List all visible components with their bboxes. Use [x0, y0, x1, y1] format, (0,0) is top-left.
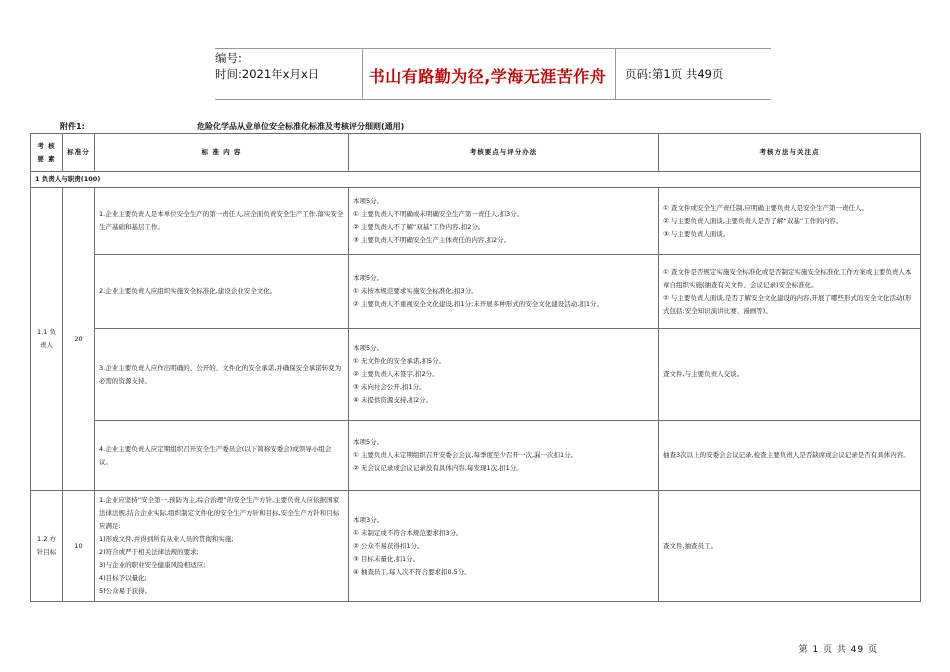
content-cell: 1.企业应坚持“安全第一,预防为主,综合治理”的安全生产方针,主要负责人应依据国家法律法规,结合企业实际,组织制定文件化的安全生产方针和目标,安全生产方针和目标应满足: 1)形成文件,并得到所有从业人员的贯彻和实施; 2)符合或严于相关法律法规的要求; 3)与企业的职业安全健康风险相适应; 4)目标予以量化; 5)公众易于获得。 [95, 491, 349, 602]
assessment-table [30, 133, 921, 602]
header-method: 考核要点与评分办法 [349, 134, 659, 172]
notes-cell: ① 查文件是否规定实施安全标准化或是否制定实施安全标准化工作方案或主要负责人本章自组织实施(抽查有关文件、会议记录)安全标准化。 ② 与主要负责人面谈,是否了解安全文化建设的内容,开展了哪些形式的安全文化活动(形式包括:安全知识演讲比赛、漫画等)。 [659, 255, 921, 329]
notes-cell: ① 查文件或安全生产责任制,应明确主要负责人是安全生产第一责任人。 ② 与主要负责人面谈,主要负责人是否了解“双基”工作的内容。 ③ 与主要负责人面谈。 [659, 188, 921, 255]
section-row [31, 172, 921, 188]
header-motto: 书山有路勤为径,学海无涯苦作舟 [368, 67, 607, 86]
table-row [31, 188, 921, 255]
page-header [215, 48, 771, 100]
method-cell: 本项5分。 ① 主要负责人未定期组织召开安委会会议,每季度至少召开一次,漏一次扣1分。 ② 无会议记录或会议记录没有具体内容,每发现1次,扣1分。 [349, 421, 659, 491]
element-cell: 1.1 负责人 [31, 188, 63, 491]
code-label: 编号: [215, 51, 242, 65]
document-title: 危险化学品从业单位安全标准化标准及考核评分细则(通用) [197, 122, 405, 131]
content-cell: 2.企业主要负责人应组织实施安全标准化,建设企业安全文化。 [95, 255, 349, 329]
header-element: 考 核 要 素 [31, 134, 63, 172]
notes-cell: 查文件,抽查员工。 [659, 491, 921, 602]
annex-label: 附件1: [60, 122, 85, 131]
method-cell: 本项5分。 ① 无文件化的安全承诺,扣5分。 ② 主要负责人未签字,扣2分。 ③ 未向社会公开,扣1分。 ④ 未提供资源支持,扣2分。 [349, 329, 659, 421]
score-cell: 20 [63, 188, 95, 491]
header-meta [215, 50, 362, 82]
content-cell: 1.企业主要负责人是本单位安全生产的第一责任人,应全面负责安全生产工作,落实安全生产基础和基层工作。 [95, 188, 349, 255]
header-page-label: 页码:第1页 共49页 [625, 67, 724, 81]
header-divider [615, 49, 616, 99]
header-divider [362, 49, 363, 99]
table-row [31, 329, 921, 421]
section-title: 1 负责人与职责(100) [31, 172, 921, 188]
score-cell: 10 [63, 491, 95, 602]
time-label: 时间:2021年x月x日 [215, 67, 320, 81]
element-cell: 1.2 方针目标 [31, 491, 63, 602]
table-row [31, 255, 921, 329]
table-header-row [31, 134, 921, 172]
table-row [31, 491, 921, 602]
content-cell: 4.企业主要负责人应定期组织召开安全生产委员会(以下简称安委会)或领导小组会议。 [95, 421, 349, 491]
header-content: 标 准 内 容 [95, 134, 349, 172]
header-notes: 考核方法与关注点 [659, 134, 921, 172]
method-cell: 本项5分。 ① 主要负责人不明确或未明确安全生产第一责任人,扣3分。 ② 主要负责人不了解“双基”工作内容,扣2分。 ③ 主要负责人不明确安全生产主体责任的内容,扣2分。 [349, 188, 659, 255]
notes-cell: 抽查3次以上的安委会会议记录,检查主要负责人是否缺席或会议记录是否有具体内容。 [659, 421, 921, 491]
method-cell: 本项3分。 ① 未制定或不符合本规范要求扣3分。 ② 公众不易获得扣1分。 ③ 目标未量化,扣1分。 ④ 抽查员工,每人次不符合要求扣0.5分。 [349, 491, 659, 602]
content-cell: 3.企业主要负责人应作出明确的、公开的、文件化的安全承诺,并确保安全承诺转变为必需的资源支持。 [95, 329, 349, 421]
notes-cell: 查文件,与主要负责人交谈。 [659, 329, 921, 421]
method-cell: 本项5分。 ① 未按本规范要求实施安全标准化,扣3分。 ② 主要负责人不重视安全文化建设,扣1分;未开展多种形式的安全文化建设活动,扣1分。 [349, 255, 659, 329]
header-score: 标准分 [63, 134, 95, 172]
page-footer: 第 1 页 共 49 页 [798, 645, 878, 655]
table-row [31, 421, 921, 491]
